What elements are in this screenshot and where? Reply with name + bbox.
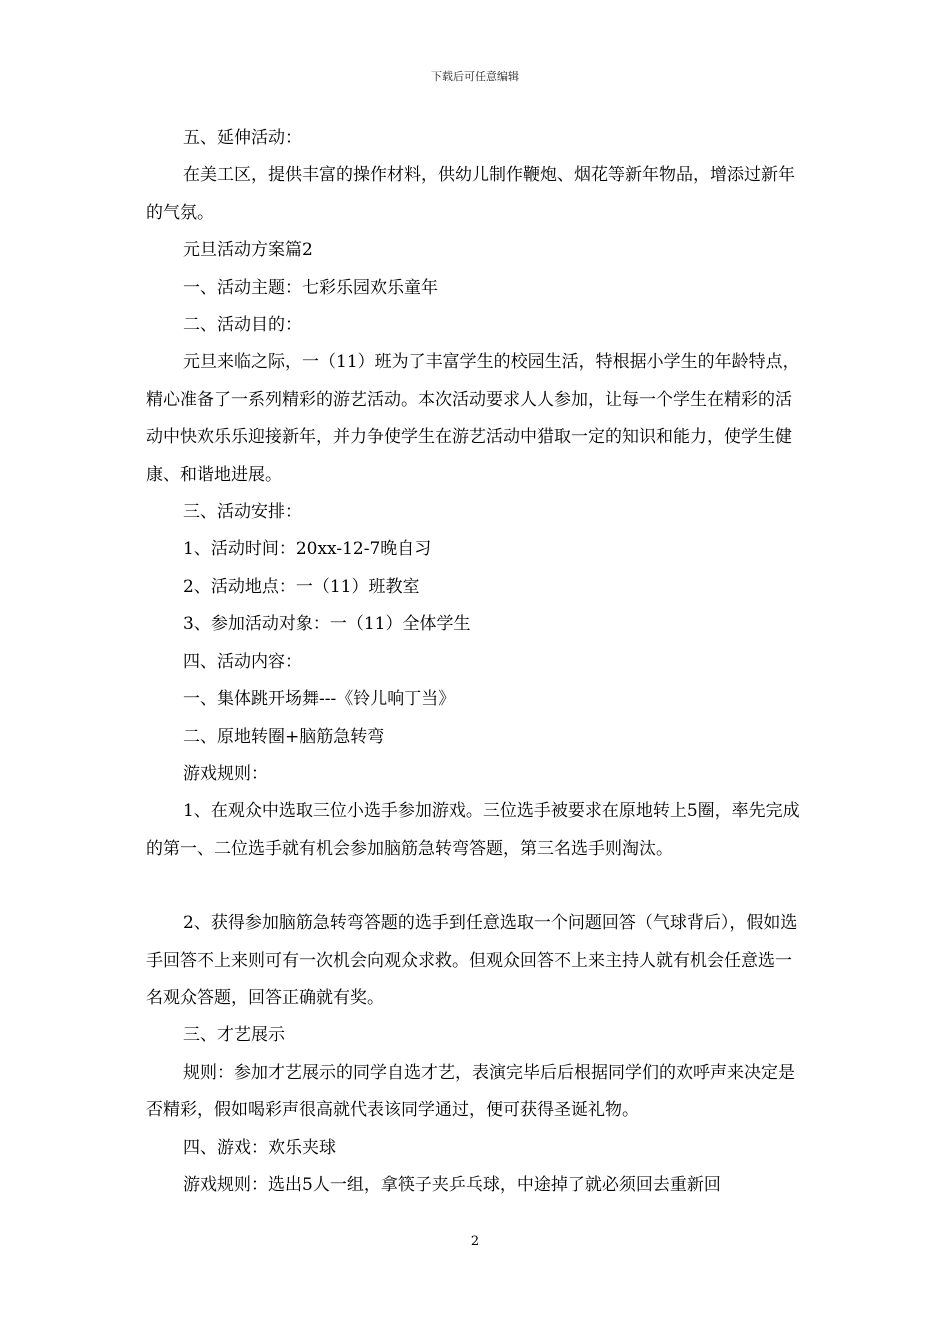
paragraph: 2、获得参加脑筋急转弯答题的选手到任意选取一个问题回答（气球背后），假如选手回答不上来则可有一次机会向观众求救。但观众回答不上来主持人就有机会任意选一名观众答题，回答正确就有奖。 <box>146 913 798 1008</box>
paragraph: 三、活动安排： <box>183 502 302 523</box>
paragraph: 一、集体跳开场舞---《铃儿响丁当》 <box>183 689 456 710</box>
paragraph: 五、延伸活动： <box>183 128 302 148</box>
paragraph: 元旦来临之际，一（11）班为了丰富学生的校园生活，特根据小学生的年龄特点，精心准备了一系列精彩的游艺活动。本次活动要求人人参加，让每一个学生在精彩的活动中快欢乐乐迎接新年，并力争使学生在游艺活动中猎取一定的知识和能力，使学生健康、和谐地进展。 <box>146 352 800 485</box>
paragraph: 1、活动时间：20xx-12-7晚自习 <box>183 539 432 560</box>
paragraph: 规则：参加才艺展示的同学自选才艺，表演完毕后后根据同学们的欢呼声来决定是否精彩，假如喝彩声很高就代表该同学通过，便可获得圣诞礼物。 <box>146 1062 795 1121</box>
paragraph: 二、活动目的： <box>183 315 302 336</box>
paragraph: 1、在观众中选取三位小选手参加游戏。三位选手被要求在原地转上5圈，率先完成的第一、二位选手就有机会参加脑筋急转弯答题，第三名选手则淘汰。 <box>146 801 800 859</box>
paragraph: 四、游戏：欢乐夹球 <box>183 1137 336 1158</box>
paragraph: 3、参加活动对象：一（11）全体学生 <box>183 614 471 635</box>
paragraph: 二、原地转圈+脑筋急转弯 <box>183 726 385 747</box>
paragraph: 一、活动主题：七彩乐园欢乐童年 <box>183 277 438 298</box>
page-header: 下载后可任意编辑 <box>431 70 519 83</box>
paragraph: 三、才艺展示 <box>183 1025 285 1046</box>
paragraph: 在美工区，提供丰富的操作材料，供幼儿制作鞭炮、烟花等新年物品，增添过新年的气氛。 <box>146 165 795 223</box>
document-body <box>146 120 808 1204</box>
paragraph: 2、活动地点：一（11）班教室 <box>183 576 420 597</box>
paragraph: 游戏规则：选出5人一组，拿筷子夹乒乓球，中途掉了就必须回去重新回 <box>183 1174 721 1195</box>
paragraph: 游戏规则： <box>183 763 268 784</box>
blank-line <box>146 868 808 905</box>
page-number: 2 <box>470 1234 480 1249</box>
section-title: 元旦活动方案篇2 <box>183 240 313 261</box>
paragraph: 四、活动内容： <box>183 651 302 672</box>
